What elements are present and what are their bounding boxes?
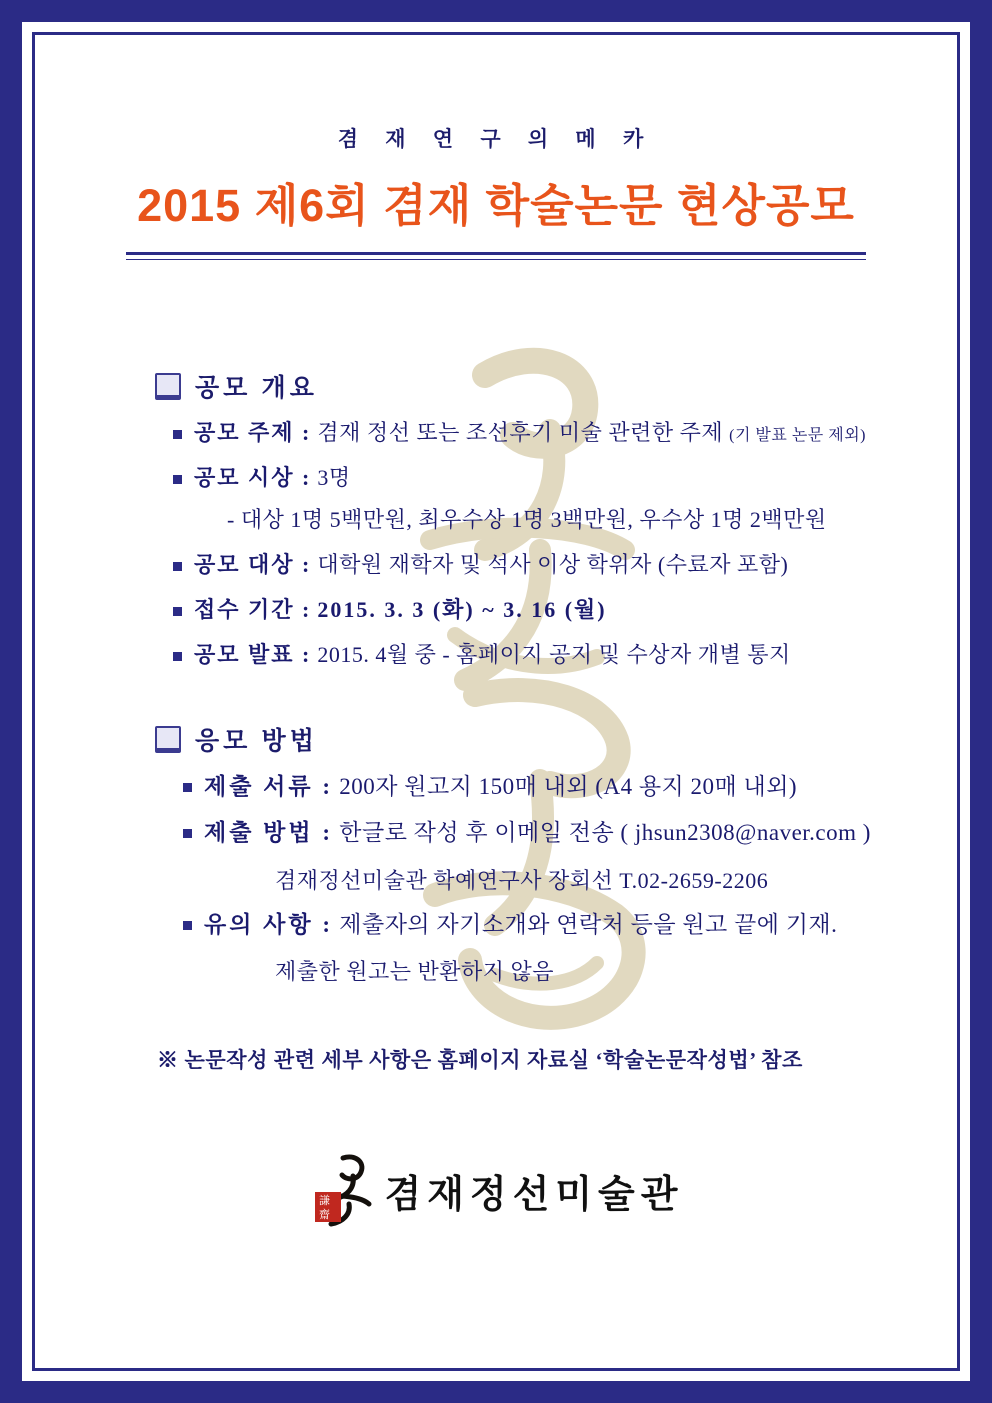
museum-logo bbox=[95, 1152, 897, 1230]
bullet-square-icon bbox=[183, 783, 192, 792]
list-item bbox=[173, 418, 897, 448]
item-label: 공모 대상 : bbox=[194, 552, 312, 578]
list-item bbox=[173, 463, 897, 493]
list-item bbox=[183, 909, 897, 940]
book-icon bbox=[155, 726, 181, 753]
list-item bbox=[173, 550, 897, 580]
bullet-square-icon bbox=[173, 607, 182, 616]
list-item bbox=[173, 595, 897, 625]
bullet-square-icon bbox=[183, 921, 192, 930]
item-body: 200자 원고지 150매 내외 (A4 용지 20매 내외) bbox=[339, 774, 798, 800]
section-overview-title: 공모 개요 bbox=[195, 375, 318, 402]
bullet-square-icon bbox=[173, 652, 182, 661]
howto-item-list bbox=[155, 771, 897, 985]
book-icon bbox=[155, 373, 181, 400]
item-body: 대학원 재학자 및 석사 이상 학위자 (수료자 포함) bbox=[317, 552, 789, 578]
item-body: 겸재 정선 또는 조선후기 미술 관련한 주제 bbox=[317, 420, 724, 445]
item-label: 제출 방법 : bbox=[204, 820, 334, 846]
section-howto-title: 응모 방법 bbox=[195, 728, 318, 756]
item-label: 접수 기간 : bbox=[194, 597, 312, 623]
item-note: (기 발표 논문 제외) bbox=[729, 427, 866, 444]
bullet-square-icon bbox=[173, 562, 182, 571]
section-overview-heading bbox=[155, 368, 897, 404]
seal-stamp-icon bbox=[309, 1152, 381, 1230]
item-body: 제출자의 자기소개와 연락처 등을 원고 끝에 기재. bbox=[339, 911, 838, 937]
list-item bbox=[183, 771, 897, 802]
item-label: 공모 발표 : bbox=[194, 641, 312, 667]
svg-text:謙: 謙 bbox=[318, 1194, 330, 1207]
section-howto bbox=[155, 721, 897, 985]
museum-name-text: 겸재정선미술관 bbox=[384, 1174, 684, 1217]
overview-item-list bbox=[155, 418, 897, 669]
item-body: 2015. 3. 3 (화) ~ 3. 16 (월) bbox=[317, 597, 607, 623]
section-overview bbox=[155, 368, 897, 669]
item-body: 2015. 4월 중 - 홈페이지 공지 및 수상자 개별 통지 bbox=[317, 641, 791, 667]
notice-line: 제출한 원고는 반환하지 않음 bbox=[275, 958, 555, 984]
item-label: 제출 서류 : bbox=[204, 774, 334, 800]
item-label: 공모 주제 : bbox=[194, 420, 312, 445]
page-title: 2015 제6회 겸재 학술논문 현상공모 bbox=[137, 180, 855, 231]
poster-content bbox=[35, 123, 957, 1230]
section-howto-heading bbox=[155, 721, 897, 757]
list-item bbox=[173, 640, 897, 670]
kicker-text: 겸 재 연 구 의 메 카 bbox=[337, 127, 655, 151]
item-body: 한글로 작성 후 이메일 전송 ( jhsun2308@naver.com ) bbox=[339, 820, 871, 846]
prize-breakdown-line: - 대상 1명 5백만원, 최우수상 1명 3백만원, 우수상 1명 2백만원 bbox=[227, 507, 827, 533]
item-label: 유의 사항 : bbox=[204, 911, 334, 937]
item-label: 공모 시상 : bbox=[194, 464, 312, 490]
title-divider bbox=[126, 252, 866, 260]
poster-inner-border bbox=[32, 32, 960, 1371]
bullet-square-icon bbox=[183, 829, 192, 838]
bullet-square-icon bbox=[173, 475, 182, 484]
contact-line: 겸재정선미술관 학예연구사 장회선 T.02-2659-2206 bbox=[275, 867, 769, 893]
svg-text:齋: 齋 bbox=[318, 1208, 330, 1221]
bullet-square-icon bbox=[173, 430, 182, 439]
footnote: ※ 논문작성 관련 세부 사항은 홈페이지 자료실 ‘학술논문작성법’ 참조 bbox=[157, 1047, 803, 1072]
list-item bbox=[183, 817, 897, 848]
item-body: 3명 bbox=[317, 464, 351, 490]
